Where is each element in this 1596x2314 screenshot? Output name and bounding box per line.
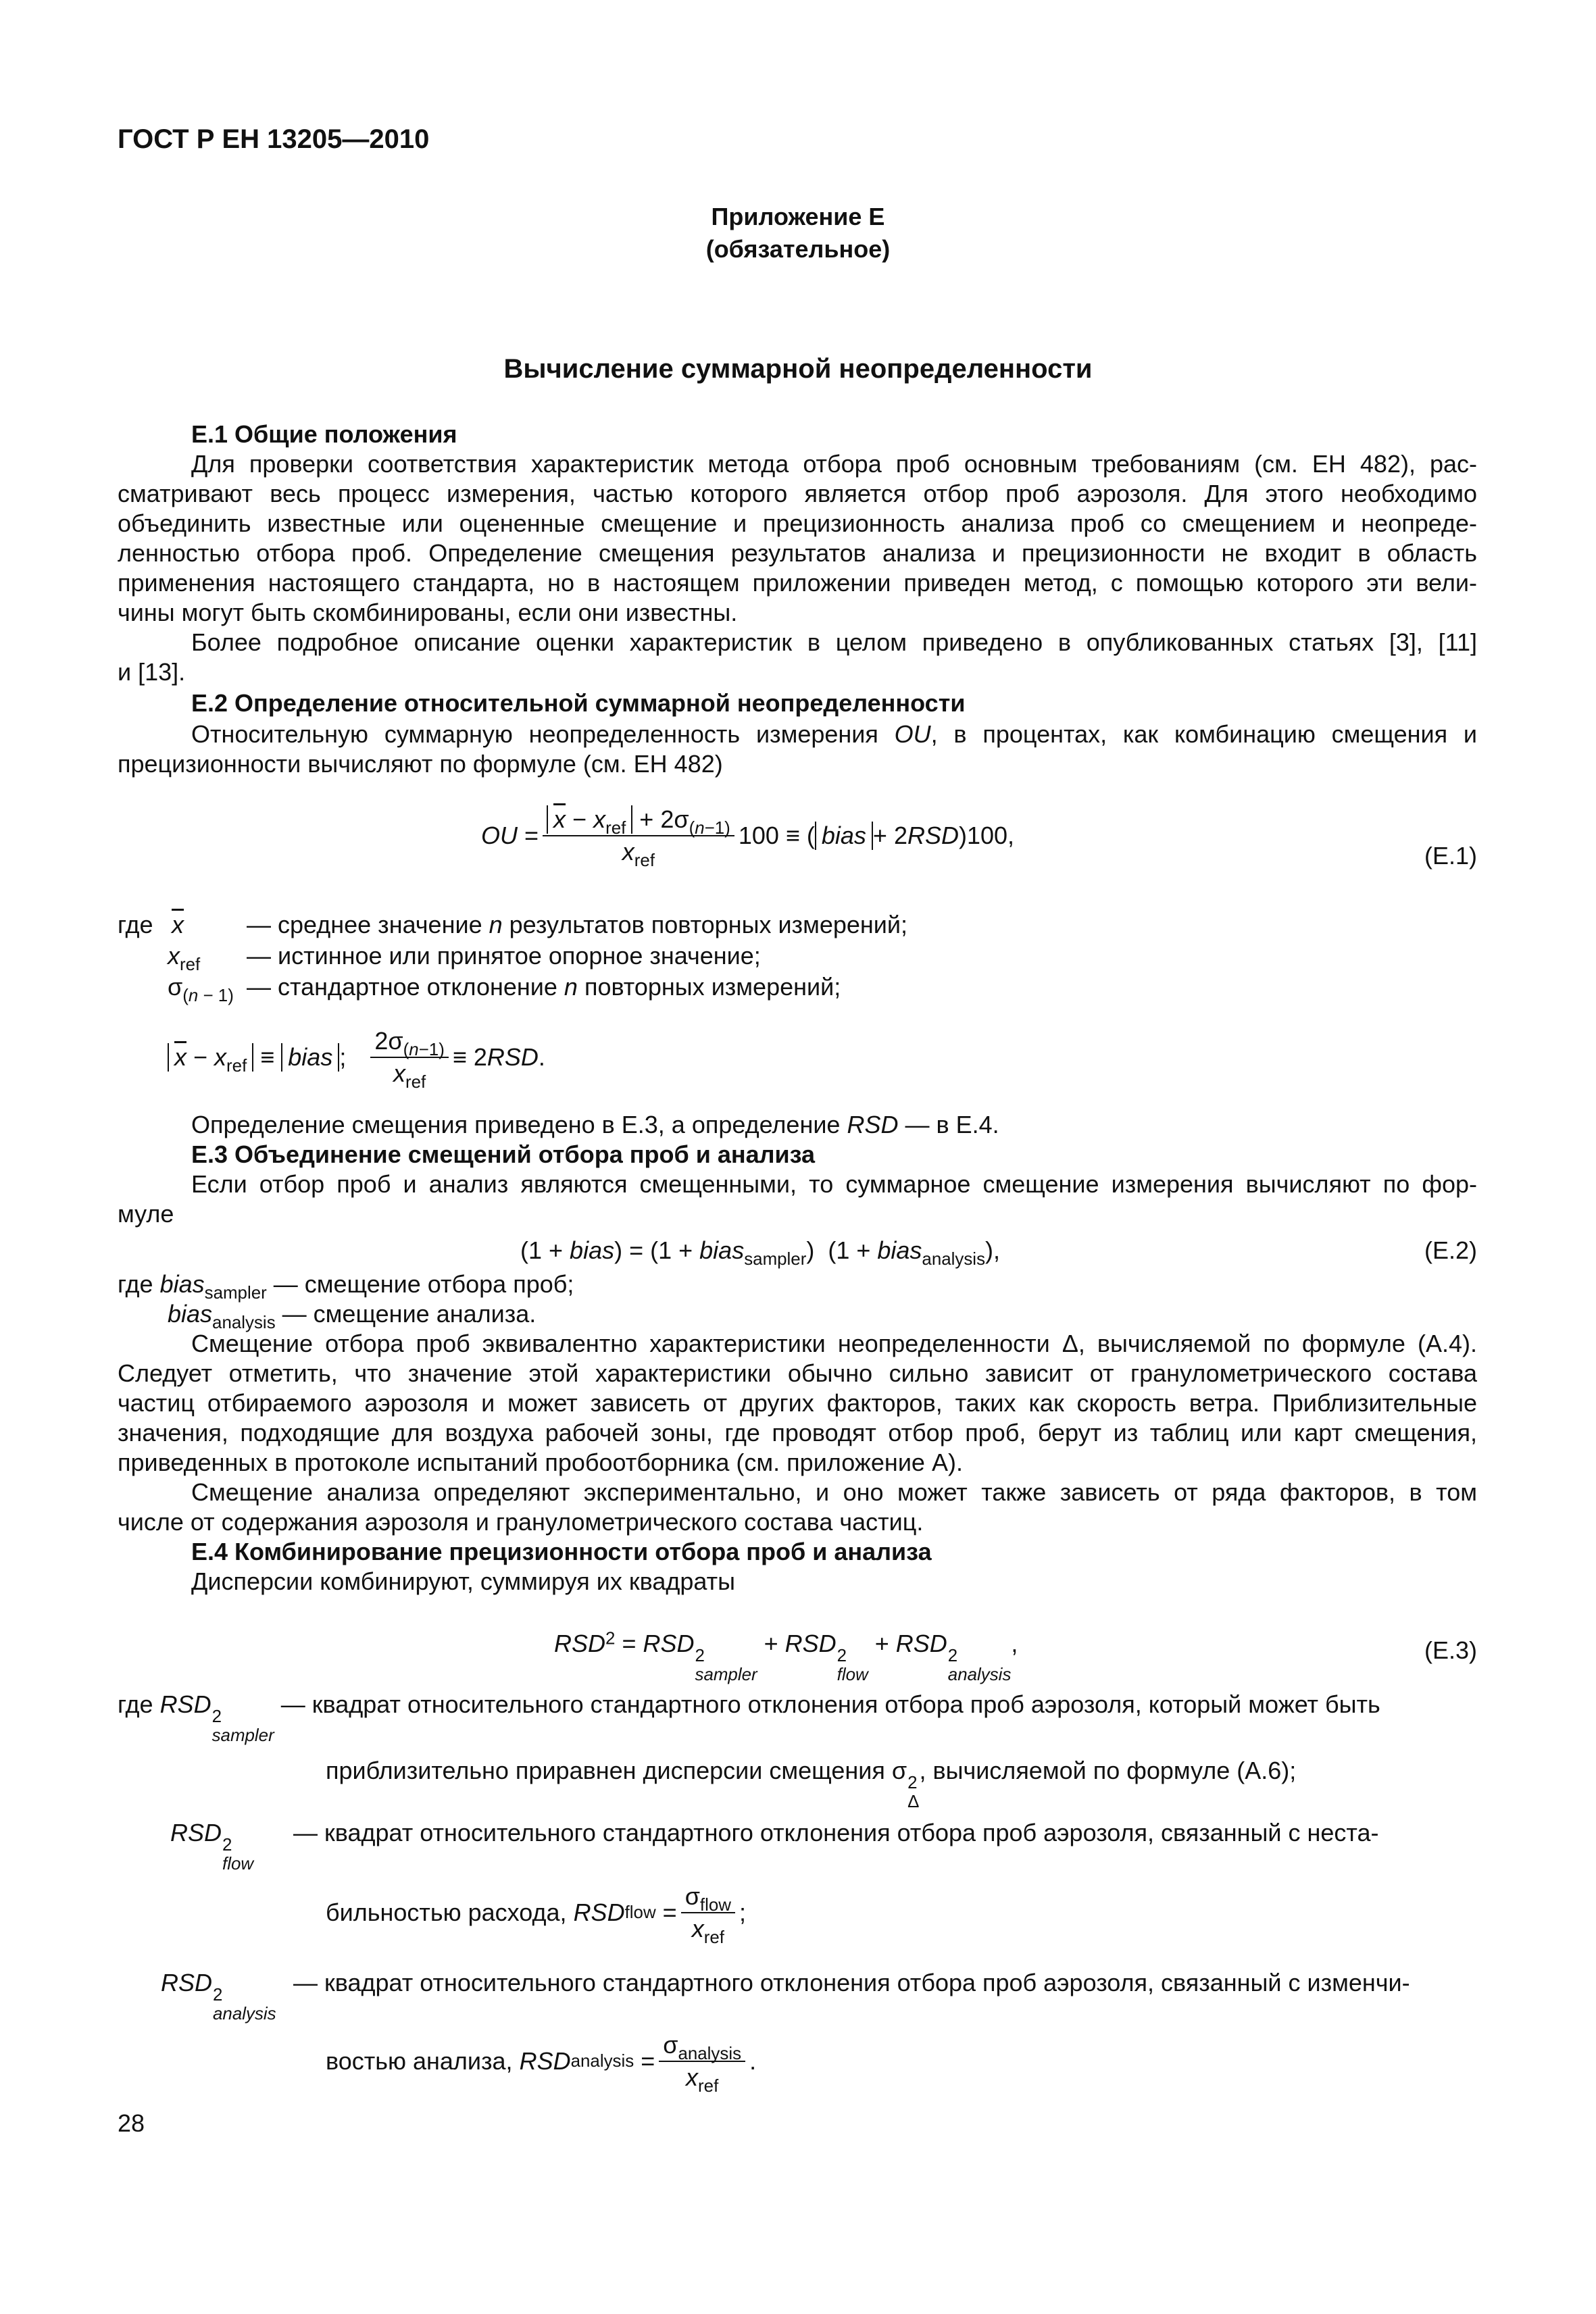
definition-line: приблизительно приравнен дисперсии смещения σ 2 Δ , вычисляемой по формуле (А.6); <box>326 1757 1297 1812</box>
definition-line: где RSD 2 sampler — квадрат относительного стандартного отклонения отбора проб аэрозоля, который может быть <box>118 1690 1380 1746</box>
paragraph-line: объединить известные или оцененные смещение и прецизионность анализа проб со смещением и неопреде- <box>118 509 1477 537</box>
paragraph-line: Относительную суммарную неопределенность измерения OU, в процентах, как комбинацию смещения и <box>191 720 1477 748</box>
section-heading-e4: Е.4 Комбинирование прецизионности отбора проб и анализа <box>191 1538 932 1565</box>
paragraph-line: Если отбор проб и анализ являются смещенными, то суммарное смещение измерения вычисляют по фор- <box>191 1170 1477 1198</box>
definition-line: bias$_{analysis}$ — смещение анализа. <box>168 1300 537 1333</box>
equation-number-e1: (Е.1) <box>1424 842 1477 870</box>
equation-identities: $\overline{x} - x_{ref}$ ≡ bias ; $\frac{2\sigma_{(n-1)}}{x_{ref}}$ ≡ 2 RSD . <box>168 1027 545 1088</box>
definition-line: — стандартное отклонение n повторных измерений; <box>247 973 841 1001</box>
paragraph-line: частиц отбираемого аэрозоля и может зависеть от других факторов, таких как скорость ветра. Приблизительные <box>118 1389 1477 1417</box>
paragraph-line: числе от содержания аэрозоля и гранулометрического состава частиц. <box>118 1508 924 1536</box>
var-xref: $x_{ref}$ <box>168 942 201 975</box>
definition-line: где bias$_{sampler}$ — смещение отбора проб; <box>118 1270 574 1303</box>
definition-line: бильностью расхода, RSD flow = $\frac{\sigma_{flow}}{x_{ref}}$ ; <box>326 1882 746 1948</box>
section-heading-e2: Е.2 Определение относительной суммарной неопределенности <box>191 689 966 717</box>
var-rsd-analysis: RSD 2 analysis <box>161 1969 276 2024</box>
definition-line: — истинное или принятое опорное значение; <box>247 942 761 970</box>
paragraph-line: Смещение отбора проб эквивалентно характеристики неопределенности Δ, вычисляемой по формуле (А.4). <box>191 1330 1477 1357</box>
section-heading-e1: Е.1 Общие положения <box>191 420 457 448</box>
paragraph-line: Смещение анализа определяют экспериментально, и оно может также зависеть от ряда факторов, в том <box>191 1478 1477 1506</box>
where-label: где <box>118 911 153 938</box>
definition-line: — квадрат относительного стандартного отклонения отбора проб аэрозоля, связанный с изменчи- <box>293 1969 1410 1996</box>
paragraph-line: Следует отметить, что значение этой характеристики обычно сильно зависит от гранулометрического состава <box>118 1359 1477 1387</box>
equation-e1: OU = $\frac{\overline{x} - x_{ref} + 2\sigma_{(n-1)}}{x_{ref}}$ 100 ≡ ( bias + 2 RSD )100, <box>481 805 1015 871</box>
section-heading-e3: Е.3 Объединение смещений отбора проб и анализа <box>191 1140 816 1168</box>
equation-number-e2: (Е.2) <box>1424 1236 1477 1264</box>
paragraph-line: сматривают весь процесс измерения, частью которого является отбор проб аэрозоля. Для этого необходимо <box>118 480 1477 507</box>
paragraph-line: Для проверки соответствия характеристик метода отбора проб основным требованиям (см. ЕН 482), рас- <box>191 450 1477 478</box>
paragraph-line: значения, подходящие для воздуха рабочей зоны, где проводят отбор проб, берут из таблиц или карт смещения, <box>118 1419 1477 1447</box>
paragraph-line: применения настоящего стандарта, но в настоящем приложении приведен метод, с помощью которого эти вели- <box>118 569 1477 597</box>
annex-title: Приложение Е <box>711 203 885 230</box>
paragraph-line: Дисперсии комбинируют, суммируя их квадраты <box>191 1567 735 1595</box>
definition-line: — квадрат относительного стандартного отклонения отбора проб аэрозоля, связанный с неста- <box>293 1819 1379 1846</box>
equation-e3: $RSD^2$ = RSD 2 sampler + RSD 2 flow + RSD 2 analysis , <box>554 1629 1018 1685</box>
var-sigma: $\sigma_{(n - 1)}$ <box>168 973 234 1006</box>
paragraph-line: Более подробное описание оценки характеристик в целом приведено в опубликованных статьях [3], [11] <box>191 628 1477 656</box>
paragraph-line: ленностью отбора проб. Определение смещения результатов анализа и прецизионности не входит в область <box>118 539 1477 567</box>
paragraph-line: приведенных в протоколе испытаний пробоотборника (см. приложение А). <box>118 1449 963 1476</box>
paragraph-line: Определение смещения приведено в Е.3, а определение RSD — в Е.4. <box>191 1111 999 1138</box>
var-rsd-flow: RSD 2 flow <box>170 1819 254 1874</box>
equation-number-e3: (Е.3) <box>1424 1636 1477 1664</box>
definition-line: востью анализа, RSD analysis = $\frac{\sigma_{analysis}}{x_{ref}}$ . <box>326 2031 757 2096</box>
main-title: Вычисление суммарной неопределенности <box>503 354 1093 384</box>
paragraph-line: муле <box>118 1200 174 1228</box>
paragraph-line: прецизионности вычисляют по формуле (см. ЕН 482) <box>118 750 723 778</box>
var-xbar: $\overline{x}$ <box>172 911 184 938</box>
definition-line: — среднее значение n результатов повторных измерений; <box>247 911 907 938</box>
paragraph-line: чины могут быть скомбинированы, если они известны. <box>118 599 738 626</box>
page-number: 28 <box>118 2109 145 2137</box>
equation-e2: (1 + bias) = (1 + bias$_{sampler}$) (1 + bias$_{analysis}$), <box>520 1236 1001 1269</box>
paragraph-line: и [13]. <box>118 658 186 686</box>
annex-status: (обязательное) <box>705 235 891 263</box>
standard-code: ГОСТ Р ЕН 13205—2010 <box>118 124 430 154</box>
